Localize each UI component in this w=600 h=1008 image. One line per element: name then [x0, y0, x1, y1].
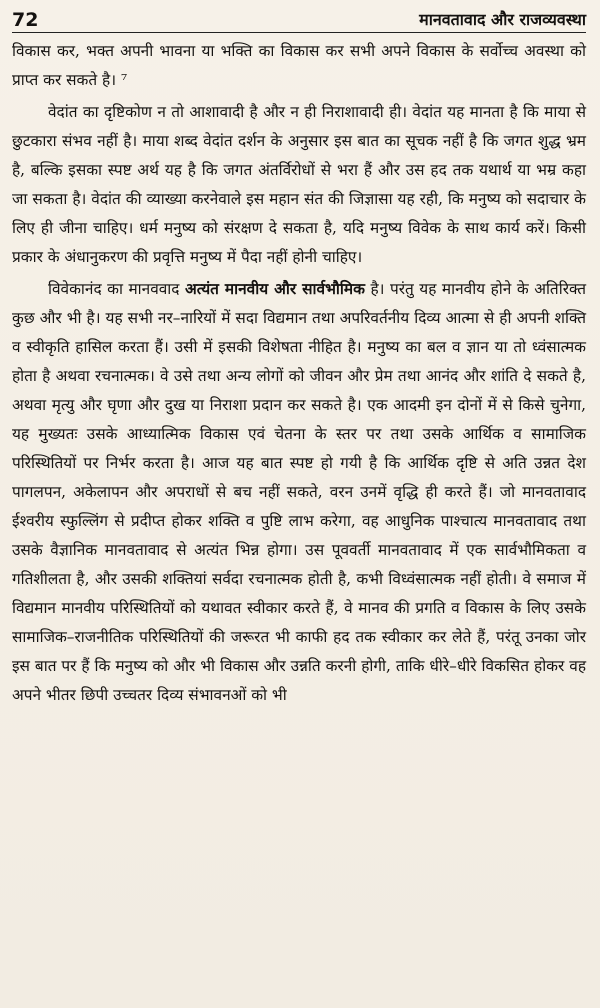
paragraph-3-bold-phrase: अत्यंत मानवीय और सार्वभौमिक: [185, 280, 365, 298]
body-text: [12, 37, 586, 710]
page-header: [12, 6, 586, 33]
paragraph-1: विकास कर, भक्त अपनी भावना या भक्ति का विकास कर सभी अपने विकास के सर्वोच्च अवस्था को प्राप्त कर सकते है। ⁷: [12, 42, 586, 89]
page-number: 72: [12, 9, 39, 31]
paragraph-3-lead: विवेकानंद का मानववाद: [48, 280, 180, 298]
running-title: मानवतावाद और राजव्यवस्था: [419, 10, 586, 29]
paragraph-3: [12, 275, 586, 710]
paragraph-3-rest: है। परंतु यह मानवीय होने के अतिरिक्त कुछ और भी है। यह सभी नर–नारियों में सदा विद्यमान तथा अपरिवर्तनीय दिव्य आत्मा से ही अपनी शक्ति व स्वीकृति हासिल करता हैं। उसी में इसकी विशेषता नीहित है। मनुष्य का बल व ज्ञान या तो ध्वंसात्मक होता है अथवा रचनात्मक। वे उसे तथा अन्य लोगों को जीवन और प्रेम तथा आनंद और शांति दे सकते है, अथवा मृत्यु और घृणा और दुख या निराशा प्रदान कर सकते है। एक आदमी इन दोनों में से किसे चुनेगा, यह मुख्यतः उसके आध्यात्मिक विकास एवं चेतना के स्तर पर तथा उसके आर्थिक व सामाजिक परिस्थितियों पर निर्भर करता है। आज यह बात स्पष्ट हो गयी है कि आर्थिक दृष्टि से अति उन्नत देश पागलपन, अकेलापन और अपराधों से बच नहीं सकते, वरन उनमें वृद्धि ही करते हैं। जो मानवतावाद ईश्वरीय स्फुल्लिंग से प्रदीप्त होकर शक्ति व पुष्टि लाभ करेगा, वह आधुनिक पाश्चात्य मानवतावाद तथा उसके वैज्ञानिक मानवतावाद से अत्यंत भिन्न होगा। उस पूववर्ती मानवतावाद में एक सार्वभौमिकता व गतिशीलता है, और उसकी शक्तियां सर्वदा रचनात्मक होती है, कभी विध्वंसात्मक नहीं होती। वे समाज में विद्यमान मानवीय परिस्थितियों को यथावत स्वीकार करते हैं, वे मानव की प्रगति व विकास के लिए उसके सामाजिक–राजनीतिक परिस्थितियों की जरूरत भी काफी हद तक स्वीकार कर लेते हैं, परंतू उनका जोर इस बात पर हैं कि मनुष्य को और भी विकास और उन्नति करनी होगी, ताकि धीरे–धीरे विकसित होकर वह अपने भीतर छिपी उच्चतर दिव्य संभावनओं को भी: [12, 280, 587, 704]
paragraph-2: वेदांत का दृष्टिकोण न तो आशावादी है और न ही निराशावादी ही। वेदांत यह मानता है कि माया से छुटकारा संभव नहीं है। माया शब्द वेदांत दर्शन के अनुसार इस बात का सूचक नहीं है कि जगत शुद्ध भ्रम है, बल्कि इसका स्पष्ट अर्थ यह है कि जगत अंतर्विरोधों से भरा हैं और उस हद तक यथार्थ या भम्र कहा जा सकता है। वेदांत की व्याख्या करनेवाले इस महान संत की जिज्ञासा यह रही, कि मनुष्य को सदाचार के लिए ही जीना चाहिए। धर्म मनुष्य को संरक्षण दे सकता है, यदि मनुष्य विवेक के साथ कार्य करें। किसी प्रकार के अंधानुकरण की प्रवृत्ति मनुष्य में पैदा नहीं होनी चाहिए।: [12, 103, 586, 266]
